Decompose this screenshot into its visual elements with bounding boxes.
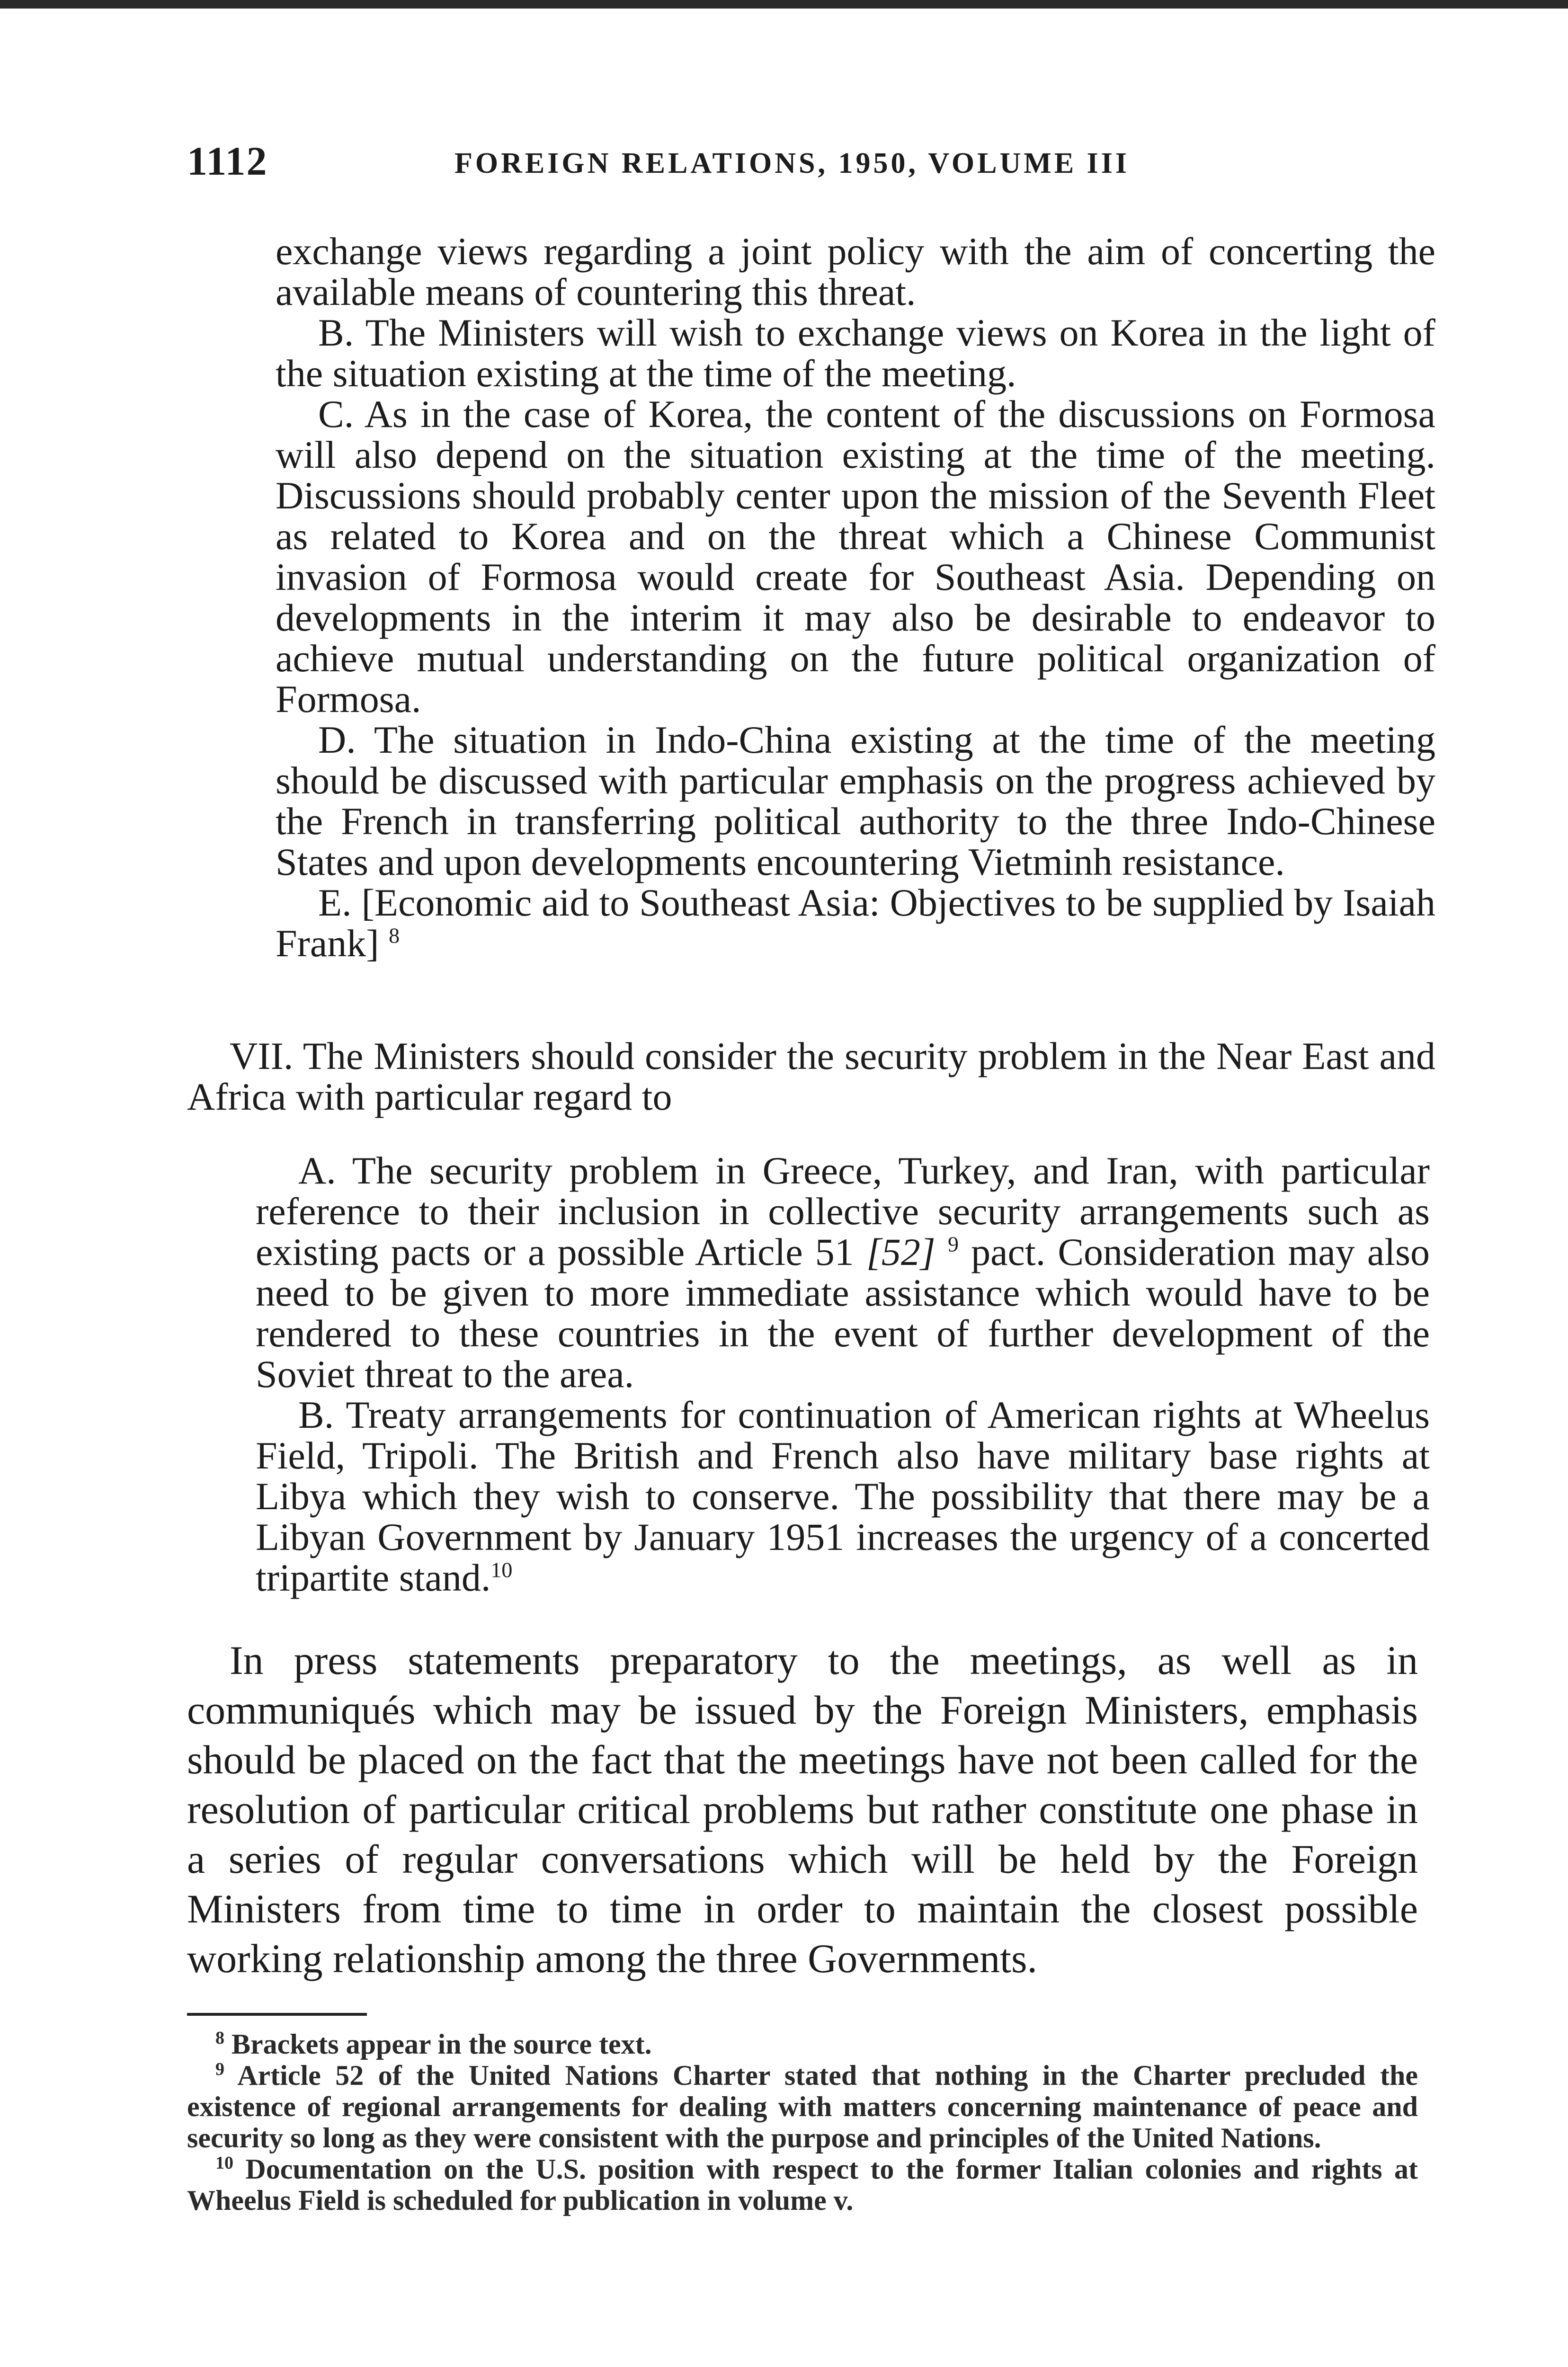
footnote-8 (187, 2029, 1418, 2060)
paragraph-vii-b-text: B. Treaty arrangements for continuation of American rights at Wheelus Field, Tripoli. The British and French also have military base rights at Libya which they wish to conserve. The possibility that there may be a Libyan Government by January 1951 increases the urgency of a concerted tripartite stand. (256, 1393, 1430, 1599)
paragraph-vii-intro: VII. The Ministers should consider the security problem in the Near East and Africa with particular regard to (187, 1034, 1435, 1118)
paragraph-c-formosa: C. As in the case of Korea, the content of the discussions on Formosa will also depend on the situation existing at the time of the meeting. Discussions should probably center upon the mission of the Seventh Fleet as related to Korea and on the threat which a Chinese Communist invasion of Formosa would create for Southeast Asia. Depending on developments in the interim it may also be desirable to endeavor to achieve mutual understanding on the future political organization of Formosa. (276, 392, 1435, 721)
section-vii-intro (187, 1036, 1435, 1117)
paragraph-vii-a-part2: pact. Consideration may also need to be given to more immediate assistance which would have to be rendered to these countries in the event of further development of the Soviet threat to the area. (256, 1230, 1430, 1396)
outline-section-vi (276, 231, 1435, 964)
footnote-mark: 8 (215, 2028, 224, 2048)
paragraph-vii-a-part1: A. The security problem in Greece, Turkey, and Iran, with particular reference to their inclusion in collective security arrangements such as existing pacts or a possible Article 51 (256, 1149, 1430, 1273)
footnote-10 (187, 2153, 1418, 2216)
footnote-mark: 9 (215, 2059, 224, 2079)
footnotes (187, 2029, 1418, 2216)
footnote-mark: 10 (215, 2153, 233, 2173)
scan-top-edge (0, 0, 1568, 9)
section-vii-items (256, 1150, 1430, 1598)
footnote-ref-8: 8 (389, 923, 400, 948)
paragraph-e-economic-aid (276, 882, 1435, 964)
footnote-ref-10: 10 (490, 1557, 513, 1582)
paragraph-b-korea: B. The Ministers will wish to exchange views on Korea in the light of the situation existing at the time of the meeting. (276, 311, 1435, 395)
closing-paragraph: In press statements preparatory to the meetings, as well as in communiqués which may be issued by the Foreign Ministers, emphasis should be placed on the fact that the meetings have not been called for the resolution of particular critical problems but rather constitute one phase in a series of regular conversations which will be held by the Foreign Ministers from time to time in order to maintain the closest possible working relationship among the three Governments. (187, 1637, 1418, 1981)
paragraph-d-indochina: D. The situation in Indo-China existing at the time of the meeting should be discussed with particular emphasis on the progress achieved by the French in transferring political authority to the three Indo-Chinese States and upon developments encountering Vietminh resistance. (276, 718, 1435, 883)
paragraph-vii-b (256, 1395, 1430, 1598)
footnote-text: Brackets appear in the source text. (232, 2029, 652, 2060)
paragraph-vii-a (256, 1150, 1430, 1395)
footnote-text: Article 52 of the United Nations Charter stated that nothing in the Charter precluded the existence of regional arrangements for dealing with matters concerning maintenance of peace and security so long as they were consistent with the purpose and principles of the United Nations. (187, 2060, 1418, 2153)
paragraph-continuation: exchange views regarding a joint policy with the aim of concerting the available means of countering this threat. (276, 230, 1435, 313)
footnote-9 (187, 2060, 1418, 2153)
paragraph-e-text: E. [Economic aid to Southeast Asia: Objectives to be supplied by Isaiah Frank] (276, 881, 1435, 965)
footnote-text: Documentation on the U.S. position with respect to the former Italian colonies and rights at Wheelus Field is scheduled for publication in volume v. (187, 2153, 1418, 2216)
running-title: FOREIGN RELATIONS, 1950, VOLUME III (454, 147, 1130, 179)
footnote-ref-9: 9 (947, 1232, 959, 1256)
page-number: 1112 (187, 138, 268, 184)
footnote-divider (187, 2013, 367, 2016)
article-bracket: [52] (866, 1230, 935, 1273)
